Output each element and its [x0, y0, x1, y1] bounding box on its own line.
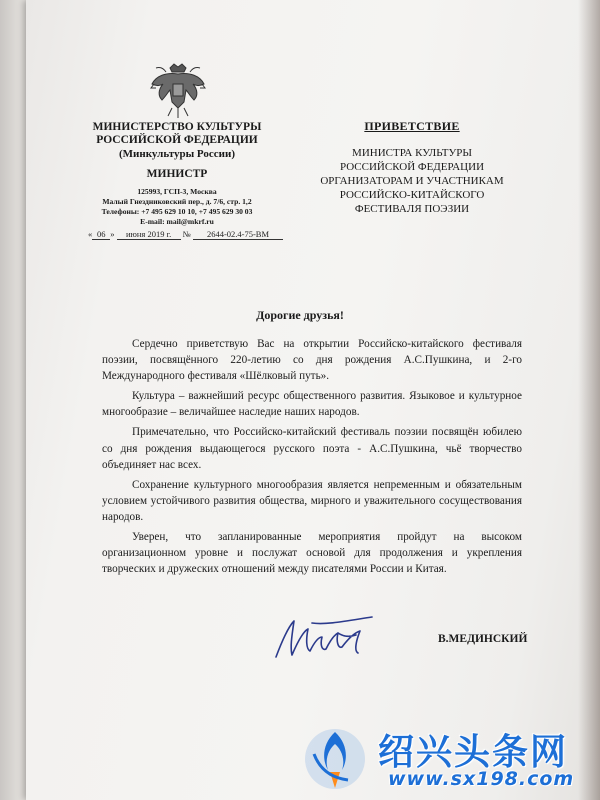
registration-line: « 06 » июня 2019 г. № 2644-02.4-75-ВМ — [88, 229, 298, 243]
address-line2: Малый Гнездниковский пер., д. 7/6, стр. 1,2 — [102, 197, 252, 206]
body-paragraph: Сохранение культурного многообразия является непременным и обязательным условием устойчивого развития общества, мирного и уважительного сосуществования народов. — [102, 478, 522, 523]
greeting-title: ПРИВЕТСТВИЕ — [364, 119, 460, 133]
body-paragraph: Сердечно приветствую Вас на открытии Российско-китайского фестиваля поэзии, посвящённого 220-летию со дня рождения А.С.Пушкина, и 2-го Международного фестиваля «Шёлковый путь». — [102, 338, 522, 383]
salutation: Дорогие друзья! — [256, 308, 344, 322]
phones: Телефоны: +7 495 629 10 10, +7 495 629 30 03 — [101, 207, 253, 216]
greeting-line: РОССИЙСКО-КИТАЙСКОГО — [339, 189, 485, 201]
ministry-name-line1: МИНИСТЕРСТВО КУЛЬТУРЫ — [92, 121, 262, 133]
body-paragraph: Уверен, что запланированные мероприятия пройдут на высоком организационном уровне и послужат основой для продолжения и укрепления творческих и дружеских отношений между писателями России и Китая. — [102, 531, 522, 576]
letter-body — [102, 336, 522, 581]
site-watermark — [300, 718, 600, 800]
contact-block — [64, 187, 290, 227]
ministry-short-name: (Минкультуры России) — [119, 148, 235, 160]
reg-number-label: № — [182, 229, 191, 239]
greeting-header — [312, 119, 512, 216]
double-headed-eagle-emblem-icon — [148, 62, 208, 120]
reg-month-year: июня 2019 г. — [117, 229, 181, 240]
handwritten-signature-icon — [268, 611, 378, 671]
watermark-url: www.sx198.com — [388, 768, 575, 790]
watermark-site-name: 绍兴头条网 — [378, 732, 569, 773]
reg-day: 06 — [92, 229, 110, 240]
reg-number: 2644-02.4-75-ВМ — [193, 229, 283, 240]
email: E-mail: mail@mkrf.ru — [140, 217, 214, 226]
greeting-address-lines — [312, 146, 512, 216]
ministry-name-line2: РОССИЙСКОЙ ФЕДЕРАЦИИ — [96, 134, 258, 146]
letterhead — [64, 121, 290, 227]
torch-logo-icon — [302, 726, 368, 792]
body-paragraph: Культура – важнейший ресурс общественного развития. Языковое и культурное многообразие – величайшее наследие наших народов. — [102, 390, 522, 419]
body-paragraph: Примечательно, что Российско-китайский фестиваль поэзии посвящён юбилею со дня рождения выдающегося русского поэта - А.С.Пушкина, чьё творчество объединяет нас всех. — [102, 426, 522, 471]
address-line1: 125993, ГСП-3, Москва — [137, 187, 217, 196]
page-shadow — [578, 0, 600, 800]
greeting-line: ФЕСТИВАЛЯ ПОЭЗИИ — [354, 203, 470, 215]
signer-name: В.МЕДИНСКИЙ — [438, 633, 528, 645]
greeting-line: ОРГАНИЗАТОРАМ И УЧАСТНИКАМ — [320, 175, 504, 187]
greeting-line: МИНИСТРА КУЛЬТУРЫ — [352, 147, 472, 159]
position-title: МИНИСТР — [146, 168, 208, 180]
greeting-line: РОССИЙСКОЙ ФЕДЕРАЦИИ — [339, 161, 485, 173]
